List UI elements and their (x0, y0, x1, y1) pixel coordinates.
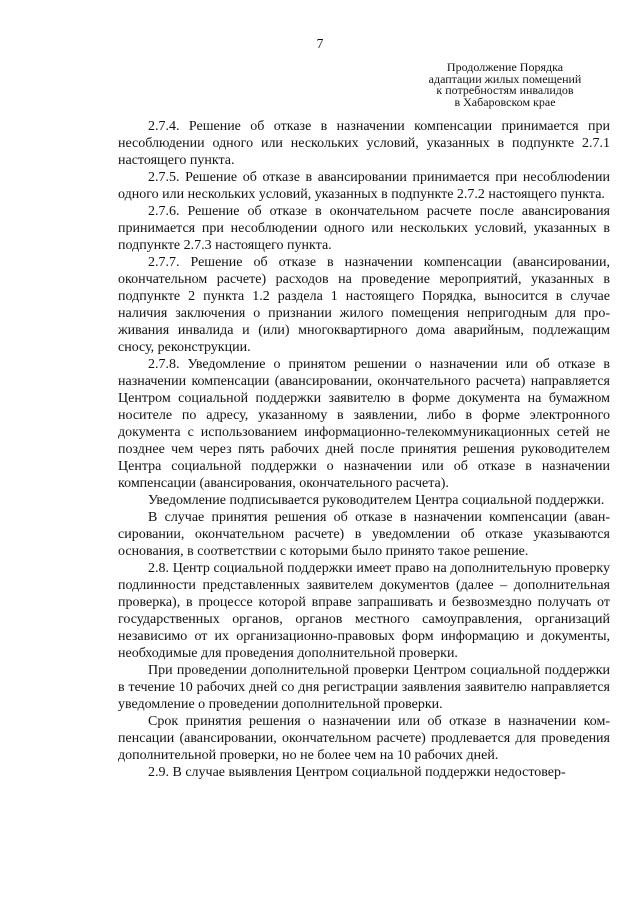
paragraph-2-9: 2.9. В случае выявления Центром социальной поддержки недостовер- (148, 765, 566, 780)
header-line: Продолжение Порядка (446, 60, 564, 74)
paragraph-2-8: 2.8. Центр социальной поддержки имеет право на дополнительную проверку подлинности представленных заявителем документов (далее – дополнительная проверка), в процессе которой вправе запрашивать и безвозмездно получать от государственных органов, органов местного самоуправления, организаций независимо от их организационно-правовых форм информацию и документы, необходимые для проведения дополнительной проверки. (118, 561, 610, 661)
document-header (400, 62, 610, 108)
paragraph-2-7-8: 2.7.8. Уведомление о принятом решении о назначении или об отказе в назначении компенсации (авансировании, окончательного расчета) направляется Центром социальной поддержки заявителю в форме документа на бумажном носителе по адресу, указанному в заявлении, либо в форме электронного документа с использованием информационно-телекоммуникационных сетей не позднее чем через пять рабочих дней после принятия решения руководителем Центра социальной поддержки о назначении или об отказе в назначении компенсации (авансирования, окончательного расчета). (118, 357, 610, 491)
paragraph-additional-check-notice: При проведении дополнительной проверки Центром социальной поддержки в течение 10 рабочих дней со дня регистрации заявления заявителю направляется уведомление о проведении дополнительной проверки. (118, 663, 610, 712)
document-body (118, 118, 610, 781)
page-number: 7 (316, 36, 324, 51)
paragraph-2-7-6: 2.7.6. Решение об отказе в окончательном расчете после авансирования принимается при несоблюдении одного или нескольких условий, указанных в подпункте 2.7.3 настоящего пункта. (118, 204, 610, 253)
paragraph-refusal-grounds: В случае принятия решения об отказе в назначении компенсации (авансировании, окончательном расчете) в уведомлении об отказе указываются основания, в соответствии с которыми было принято такое решение. (118, 510, 610, 559)
paragraph-decision-term: Срок принятия решения о назначении или об отказе в назначении компенсации (авансировании, окончательном расчете) продлевается для проведения дополнительной проверки, но не более чем на 10 рабочих дней. (118, 714, 610, 763)
header-line: в Хабаровском крае (454, 94, 556, 109)
header-line: к потребностям инвалидов (436, 83, 574, 97)
header-line: адаптации жилых помещений (428, 71, 582, 86)
paragraph-2-7-7: 2.7.7. Решение об отказе в назначении компенсации (авансировании, окончательном расчете) расходов на проведение мероприятий, указанных в подпункте 2 пункта 1.2 раздела 1 настоящего Порядка, выносится в случае наличия заключения о признании жилого помещения непригодным для проживания инвалида и (или) многоквартирного дома аварийным, подлежащим сносу, реконструкции. (118, 255, 610, 355)
paragraph-notification-signature: Уведомление подписывается руководителем Центра социальной поддержки. (148, 493, 605, 508)
paragraph-2-7-5: 2.7.5. Решение об отказе в авансировании принимается при несоблюdении одного или нескольких условий, указанных в подпункте 2.7.2 настоящего пункта. (118, 170, 610, 202)
paragraph-2-7-4: 2.7.4. Решение об отказе в назначении компенсации принимается при несоблюдении одного или нескольких условий, указанных в подпункте 2.7.1 настоящего пункта. (118, 119, 610, 168)
